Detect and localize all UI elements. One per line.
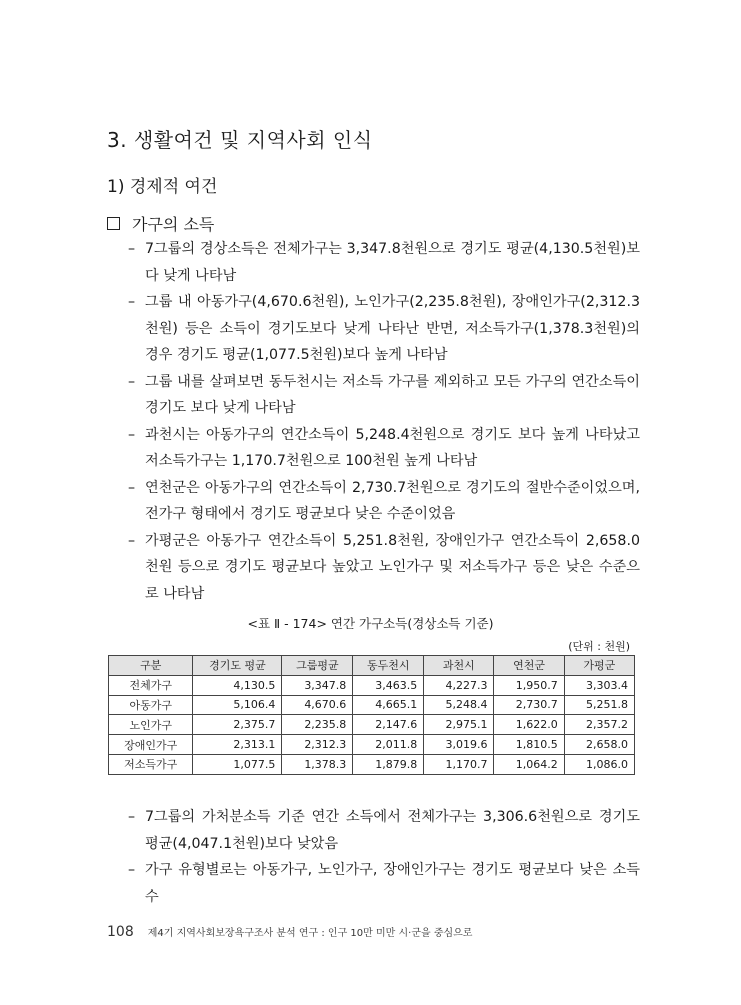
table-cell: 2,730.7 [494, 695, 564, 715]
table-row [109, 695, 635, 715]
table-cell: 2,313.1 [193, 735, 282, 755]
dash-icon: – [128, 862, 136, 878]
table-cell: 2,975.1 [424, 715, 494, 735]
column-header: 경기도 평균 [193, 656, 282, 676]
page-number: 108 [107, 924, 134, 940]
subsection-title: 1) 경제적 여건 [107, 177, 218, 197]
topic-heading [107, 212, 214, 235]
section-title: 3. 생활여건 및 지역사회 인식 [107, 128, 373, 152]
table-cell: 2,011.8 [353, 735, 424, 755]
bullet-list-top [128, 236, 640, 607]
table-cell: 2,235.8 [282, 715, 353, 735]
column-header: 가평군 [564, 656, 634, 676]
bullet-item [128, 475, 640, 528]
table-cell: 4,670.6 [282, 695, 353, 715]
table-cell: 1,170.7 [424, 754, 494, 774]
table-cell: 3,019.6 [424, 735, 494, 755]
table-cell: 3,463.5 [353, 675, 424, 695]
dash-icon: – [128, 373, 136, 390]
table-cell: 2,357.2 [564, 715, 634, 735]
table-cell: 5,251.8 [564, 695, 634, 715]
dash-icon: – [128, 479, 136, 496]
topic-title: 가구의 소득 [132, 215, 215, 234]
dash-icon: – [128, 426, 136, 443]
dash-icon: – [128, 809, 136, 825]
column-header: 과천시 [424, 656, 494, 676]
table-cell: 1,378.3 [282, 754, 353, 774]
table-cell: 1,077.5 [193, 754, 282, 774]
bullet-item [128, 422, 640, 475]
dash-icon: – [128, 294, 136, 310]
income-table [108, 655, 635, 775]
table-cell: 5,106.4 [193, 695, 282, 715]
bullet-text: 그룹 내를 살펴보면 동두천시는 저소득 가구를 제외하고 모든 가구의 연간소득이 경기도 보다 낮게 나타남 [145, 373, 640, 416]
page-footer [107, 924, 472, 940]
bullet-text: 연천군은 아동가구의 연간소득이 2,730.7천원으로 경기도의 절반수준이었으며, 전가구 형태에서 경기도 평균보다 낮은 수준이었음 [145, 479, 640, 522]
table-cell: 1,810.5 [494, 735, 564, 755]
table-cell: 2,375.7 [193, 715, 282, 735]
table-cell: 2,312.3 [282, 735, 353, 755]
table-row [109, 675, 635, 695]
row-label: 아동가구 [109, 695, 193, 715]
bullet-text: 7그룹의 가처분소득 기준 연간 소득에서 전체가구는 3,306.6천원으로 경기도 평균(4,047.1천원)보다 낮았음 [145, 809, 640, 852]
row-label: 노인가구 [109, 715, 193, 735]
table-cell: 3,303.4 [564, 675, 634, 695]
table-row [109, 735, 635, 755]
dash-icon: – [128, 532, 136, 549]
table-cell: 1,950.7 [494, 675, 564, 695]
bullet-item [128, 528, 640, 608]
table-header-row [109, 656, 635, 676]
bullet-item [128, 804, 640, 857]
table-cell: 3,347.8 [282, 675, 353, 695]
row-label: 장애인가구 [109, 735, 193, 755]
table-cell: 1,622.0 [494, 715, 564, 735]
column-header: 연천군 [494, 656, 564, 676]
square-bullet-icon [107, 217, 120, 230]
bullet-text: 그룹 내 아동가구(4,670.6천원), 노인가구(2,235.8천원), 장애인가구(2,312.3천원) 등은 소득이 경기도보다 낮게 나타난 반면, 저소득가구(1,378.3천원)의 경우 경기도 평균(1,077.5천원)보다 높게 나타남 [145, 294, 640, 363]
table-cell: 2,147.6 [353, 715, 424, 735]
bullet-text: 가평군은 아동가구 연간소득이 5,251.8천원, 장애인가구 연간소득이 2,658.0천원 등으로 경기도 평균보다 높았고 노인가구 및 저소득가구 등은 낮은 수준으로 나타남 [145, 532, 640, 602]
running-title: 제4기 지역사회보장욕구조사 분석 연구 : 인구 10만 미만 시·군을 중심으로 [147, 928, 473, 939]
table-row [109, 715, 635, 735]
bullet-item [128, 857, 640, 910]
table-row [109, 754, 635, 774]
dash-icon: – [128, 241, 136, 257]
table-cell: 1,064.2 [494, 754, 564, 774]
table-cell: 1,086.0 [564, 754, 634, 774]
bullet-text: 가구 유형별로는 아동가구, 노인가구, 장애인가구는 경기도 평균보다 낮은 소득수 [145, 862, 640, 905]
column-header: 동두천시 [353, 656, 424, 676]
table-cell: 5,248.4 [424, 695, 494, 715]
bullet-item [128, 236, 640, 289]
table-unit: (단위 : 천원) [568, 640, 630, 653]
bullet-item [128, 289, 640, 369]
bullet-text: 과천시는 아동가구의 연간소득이 5,248.4천원으로 경기도 보다 높게 나타났고 저소득가구는 1,170.7천원으로 100천원 높게 나타남 [145, 426, 640, 469]
column-header: 그룹평균 [282, 656, 353, 676]
table-cell: 4,227.3 [424, 675, 494, 695]
bullet-list-bottom [128, 804, 640, 910]
table-cell: 1,879.8 [353, 754, 424, 774]
table-cell: 4,130.5 [193, 675, 282, 695]
bullet-text: 7그룹의 경상소득은 전체가구는 3,347.8천원으로 경기도 평균(4,130.5천원)보다 낮게 나타남 [145, 241, 640, 284]
table-caption: <표 Ⅱ - 174> 연간 가구소득(경상소득 기준) [247, 616, 494, 631]
row-label: 전체가구 [109, 675, 193, 695]
bullet-item [128, 369, 640, 422]
table-cell: 2,658.0 [564, 735, 634, 755]
table-cell: 4,665.1 [353, 695, 424, 715]
column-header: 구분 [109, 656, 193, 676]
row-label: 저소득가구 [109, 754, 193, 774]
